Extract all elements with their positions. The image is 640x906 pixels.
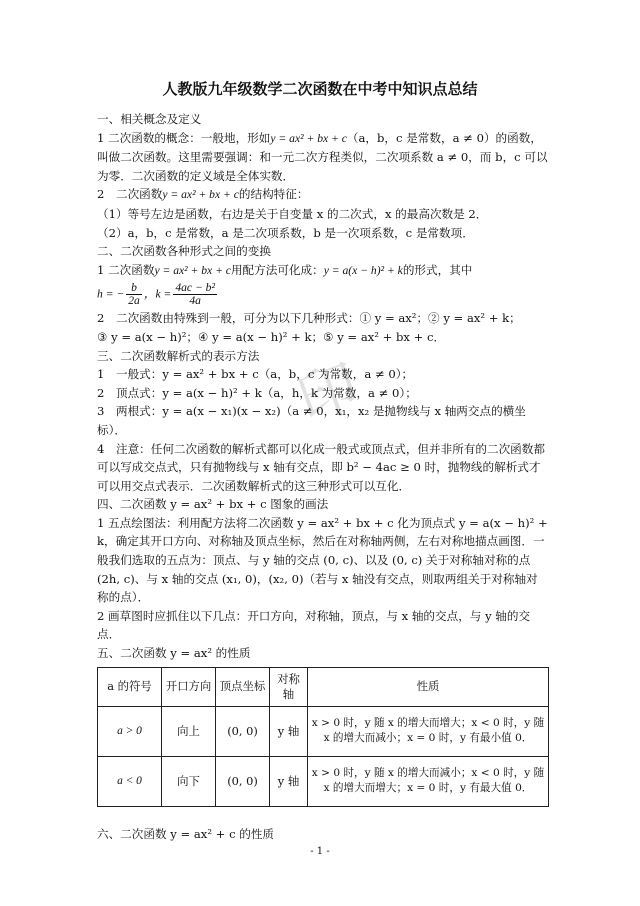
- table-cell: (0, 0): [216, 756, 270, 806]
- table-cell: a > 0: [98, 706, 162, 756]
- table-cell: y 轴: [270, 706, 308, 756]
- section-6-heading: 六、二次函数 y = ax² + c 的性质: [97, 826, 275, 841]
- section-2-para-2: 2 二次函数由特殊到一般，可分为以下几种形式：① y = ax²；② y = ax² + k；: [97, 311, 521, 326]
- section-5-heading: 五、二次函数 y = ax² 的性质: [97, 646, 251, 661]
- table-cell: x > 0 时，y 随 x 的增大而增大；x < 0 时，y 随 x 的增大而减小；x = 0 时，y 有最小值 0．: [308, 706, 549, 756]
- table-cell: x > 0 时，y 随 x 的增大而减小；x < 0 时，y 随 x 的增大而增大；x = 0 时，y 有最大值 0．: [308, 756, 549, 806]
- document-body: [97, 110, 549, 843]
- table-header-cell: 对称轴: [270, 667, 308, 706]
- watermark-icon: 印: [288, 350, 369, 438]
- section-3-para-4: 4 注意：任何二次函数的解析式都可以化成一般式或顶点式，但并非所有的二次函数都可以写成交点式，只有抛物线与 x 轴有交点，即 b² − 4ac ≥ 0 时，抛物线的解析式才可以用交点式表示．二次函数解析式的这三种形式可以互化．: [97, 441, 545, 493]
- table-cell: 向下: [162, 756, 216, 806]
- section-1-para-3: （1）等号左边是函数，右边是关于自变量 x 的二次式，x 的最高次数是 2．: [97, 206, 488, 221]
- fraction-h: $\frac{b}{2a}$: [128, 281, 140, 308]
- table-header-cell: a 的符号: [98, 667, 162, 706]
- section-1-para-1: 1 二次函数的概念：一般地，形如y = ax² + bx + c（a，b，c 是常数，a ≠ 0）的函数，叫做二次函数。这里需要强调：和一元二次方程类似，二次项系数 a ≠ 0，而 b，c 可以为零．二次函数的定义域是全体实数．: [97, 130, 548, 183]
- table-cell: (0, 0): [216, 706, 270, 756]
- table-row: [98, 756, 549, 806]
- section-2-para-1: 1 二次函数y = ax² + bx + c用配方法可化成：y = a(x − h)² + k的形式，其中: [97, 262, 473, 277]
- section-4-para-2: 2 画草图时应抓住以下几点：开口方向，对称轴，顶点，与 x 轴的交点，与 y 轴的交点．: [97, 608, 531, 642]
- section-2-para-3: ③ y = a(x − h)²；④ y = a(x − h)² + k；⑤ y = ax² + bx + c．: [97, 329, 446, 344]
- section-3-heading: 三、二次函数解析式的表示方法: [97, 348, 260, 363]
- section-1-para-4: （2）a，b，c 是常数，a 是二次项系数，b 是一次项系数，c 是常数项．: [97, 225, 474, 240]
- table-header-cell: 性质: [308, 667, 549, 706]
- table-cell: a < 0: [98, 756, 162, 806]
- section-3-para-2: 2 顶点式：y = a(x − h)² + k（a，h，k 为常数，a ≠ 0）；: [97, 385, 417, 400]
- table-row: [98, 706, 549, 756]
- section-1-para-2: 2 二次函数y = ax² + bx + c的结构特征：: [97, 187, 309, 202]
- properties-table: [97, 667, 549, 807]
- fraction-k: $\frac{\text{4ac − b²}}{4a}$: [175, 281, 215, 308]
- section-2-heading: 二、二次函数各种形式之间的变换: [97, 244, 271, 259]
- table-cell: 向上: [162, 706, 216, 756]
- table-header-cell: 顶点坐标: [216, 667, 270, 706]
- table-cell: y 轴: [270, 756, 308, 806]
- section-2-formula-hk: h = − $\frac{b}{2a}$ ，k = $\frac{\text{4ac − b²}}{4a}$: [97, 281, 215, 308]
- section-3-para-1: 1 一般式：y = ax² + bx + c（a，b，c 为常数，a ≠ 0）；: [97, 367, 414, 382]
- page-title: 人教版九年级数学二次函数在中考中知识点总结: [162, 80, 478, 98]
- table-header-cell: 开口方向: [162, 667, 216, 706]
- section-3-para-3: 3 两根式：y = a(x − x₁)(x − x₂)（a ≠ 0，x₁，x₂ 是抛物线与 x 轴两交点的横坐标）．: [97, 404, 526, 437]
- section-1-heading: 一、相关概念及定义: [97, 112, 202, 126]
- section-4-heading: 四、二次函数 y = ax² + bx + c 图象的画法: [97, 497, 329, 512]
- table-header-row: [98, 667, 549, 706]
- section-4-para-1: 1 五点绘图法：利用配方法将二次函数 y = ax² + bx + c 化为顶点式 y = a(x − h)² + k，确定其开口方向、对称轴及顶点坐标，然后在对称轴两侧，左右对称地描点画图．一般我们选取的五点为：顶点、与 y 轴的交点 (0, c)、以及 (0, c) 关于对称轴对称的点 (2h, c)、与 x 轴的交点 (x₁, 0)，(x₂, 0)（若与 x 轴没有交点，则取两组关于对称轴对称的点）．: [97, 515, 548, 605]
- page-number: - 1 -: [310, 846, 330, 857]
